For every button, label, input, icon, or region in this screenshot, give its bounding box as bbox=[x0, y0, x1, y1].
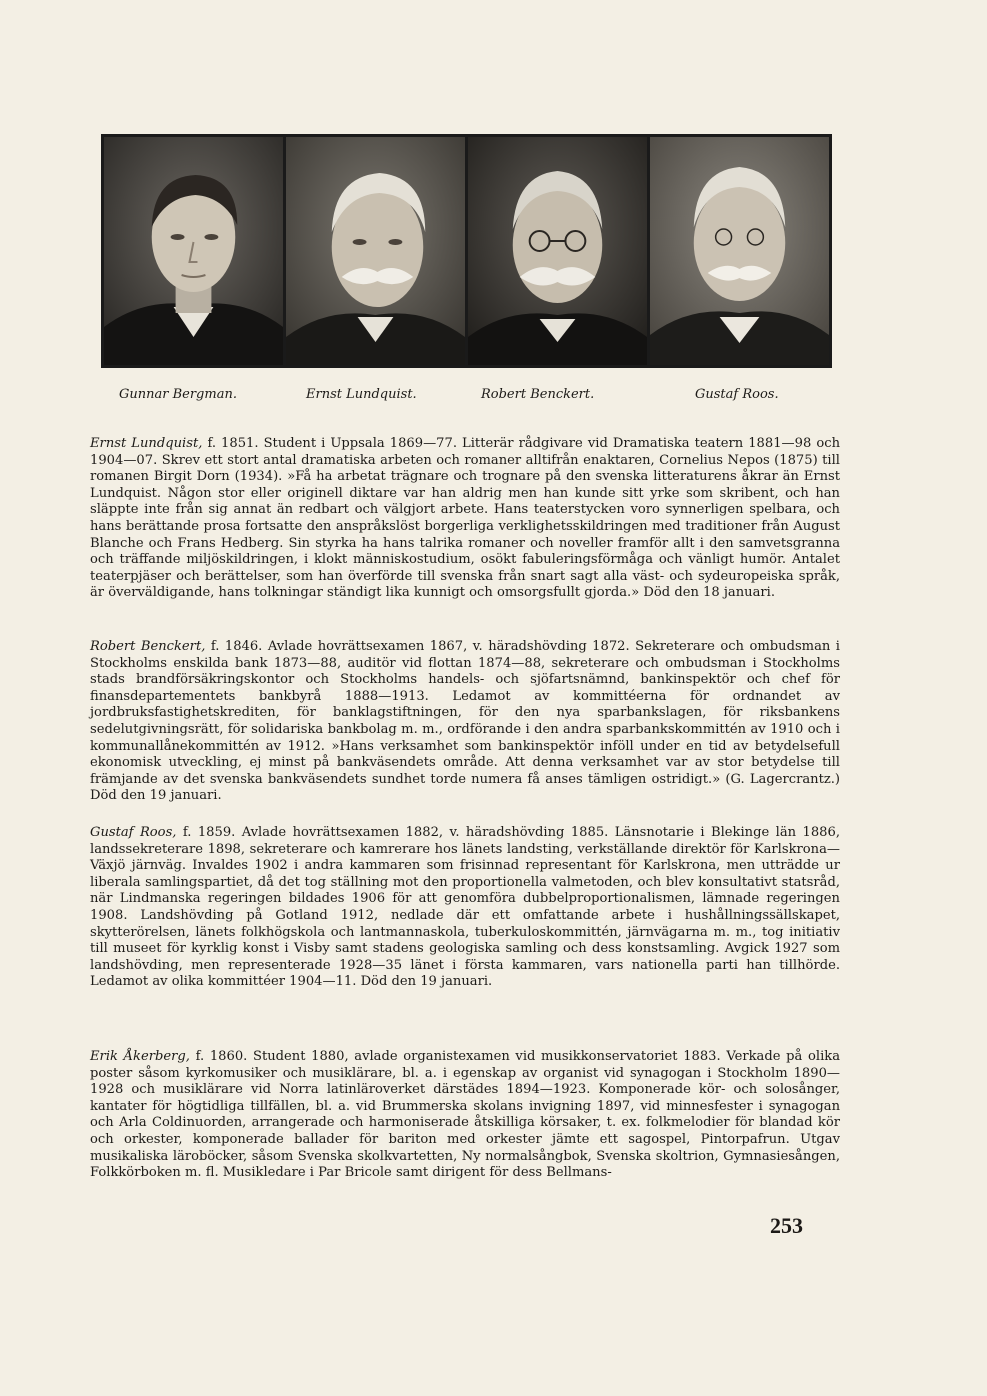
entry-gustaf-roos bbox=[90, 825, 840, 991]
caption-gustaf-roos: Gustaf Roos. bbox=[695, 387, 779, 402]
entry-erik-akerberg bbox=[90, 1049, 840, 1182]
entry-name: Robert Benckert, bbox=[90, 639, 206, 654]
portrait-captions bbox=[101, 387, 832, 407]
entry-text: f. 1851. Student i Uppsala 1869—77. Litterär rådgivare vid Dramatiska teatern 1881—98 och 1904—07. Skrev ett stort antal dramatiska arbeten och romaner alltifrån enaktaren, Cornelius Nepos (1875) till romanen Birgit Dorn (1934). »Få ha arbetat trägnare och trognare på den svenska litteraturens åkrar än Ernst Lundquist. Någon stor eller originell diktare var han aldrig men han kunde sitt yrke som skribent, och han släppte inte från sig annat än redbart och välgjort arbete. Hans teaterstycken voro synnerligen spelbara, och hans berättande prosa fortsatte den anspråkslöst borgerliga verklighetsskildringen med traditioner från August Blanche och Frans Hedberg. Sin styrka ha hans talrika romaner och noveller framför allt i den samvetsgranna och träffande miljöskildringen, i klokt människostudium, osökt fabuleringsförmåga och vänligt humör. Antalet teaterpjäser och berättelser, som han överförde till svenska från snart sagt alla väst- och sydeuropeiska språk, är överväldigande, hans tolkningar ständigt lika kunnigt och omsorgsfullt gjorda.» Död den 18 januari. bbox=[90, 436, 840, 601]
entry-ernst-lundquist bbox=[90, 436, 840, 602]
entry-text: f. 1860. Student 1880, avlade organistexamen vid musikkonservatoriet 1883. Verkade på olika poster såsom kyrkomusiker och musiklärare, bl. a. i egenskap av organist vid synagogan i Stockholm 1890—1928 och musiklärare vid Norra latinläroverket därstädes 1894—1923. Komponerade kör- och solosånger, kantater för högtidliga tillfällen, bl. a. vid Brummerska skolans invigning 1897, vid minnesfester i synagogan och Arla Coldinuorden, arrangerade och harmoniserade åtskilliga körsaker, t. ex. folkmelodier för blandad kör och orkester, komponerade ballader för bariton med orkester jämte ett sagospel, Pintorpafrun. Utgav musikaliska läroböcker, såsom Svenska skolkvartetten, Ny normalsångbok, Svenska skoltrion, Gymnasiesången, Folkkörboken m. fl. Musikledare i Par Bricole samt dirigent för dess Bellmans- bbox=[90, 1049, 841, 1181]
entry-robert-benckert bbox=[90, 639, 840, 805]
entry-text: f. 1859. Avlade hovrättsexamen 1882, v. häradshövding 1885. Länsnotarie i Blekinge län 1886, landssekreterare 1898, sekreterare och kamrerare hos länets landsting, verkställande direktör för Karlskrona—Växjö järnväg. Invaldes 1902 i andra kammaren som frisinnad representant för Karlskrona, men utträdde ur liberala samlingspartiet, då det tog ställning mot den proportionella valmetoden, och blev konsultativt statsråd, när Lindmanska regeringen bildades 1906 för att genomföra dubbelproportionalismen, lämnade regeringen 1908. Landshövding på Gotland 1912, nedlade där ett omfattande arbete i hushållningssällskapet, skytterörelsen, länets folkhögskola och lantmannaskola, tuberkuloskommittén, järnvägarna m. m., tog initiativ till museet för kyrklig konst i Visby samt stadens geologiska samling och dess konstsamling. Avgick 1927 som landshövding, men representerade 1928—35 länet i första kammaren, vars nationella parti han tillhörde. Ledamot av olika kommittéer 1904—11. Död den 19 januari. bbox=[90, 825, 840, 990]
portrait-photo-2 bbox=[286, 137, 465, 365]
portrait-photo-3 bbox=[468, 137, 647, 365]
caption-robert-benckert: Robert Benckert. bbox=[481, 387, 595, 402]
portrait-strip bbox=[101, 134, 832, 368]
entry-text: f. 1846. Avlade hovrättsexamen 1867, v. häradshövding 1872. Sekreterare och ombudsman i Stockholms enskilda bank 1873—88, auditör vid flottan 1874—88, sekreterare och ombudsman i Stockholms stads brandförsäkringskontor och Stockholms handels- och sjöfartsnämnd, bankinspektör och chef för finansdepartementets bankbyrå 1888—1913. Ledamot av kommittéerna för ordnandet av jordbruksfastighetskrediten, för banklagstiftningen, för den nya sparbankslagen, för riksbankens sedelutgivningsrätt, för solidariska bankbolag m. m., ordförande i den andra sparbankskommittén av 1910 och i kommunallånekommittén av 1912. »Hans verksamhet som bankinspektör inföll under en tid av betydelsefull ekonomisk utveckling, ej minst på bankväsendets område. Att denna verksamhet var av stor betydelse till främjande av det svenska bankväsendets sundhet torde numera få anses tämligen ostridigt.» (G. Lagercrantz.) Död den 19 januari. bbox=[90, 639, 840, 804]
entry-name: Erik Åkerberg, bbox=[90, 1049, 190, 1064]
portrait-photo-4 bbox=[650, 137, 829, 365]
entry-name: Gustaf Roos, bbox=[90, 825, 177, 840]
entry-name: Ernst Lundquist, bbox=[90, 436, 203, 451]
portrait-photo-1 bbox=[104, 137, 283, 365]
caption-ernst-lundquist: Ernst Lundquist. bbox=[306, 387, 417, 402]
caption-gunnar-bergman: Gunnar Bergman. bbox=[119, 387, 237, 402]
page-number: 253 bbox=[770, 1213, 803, 1238]
